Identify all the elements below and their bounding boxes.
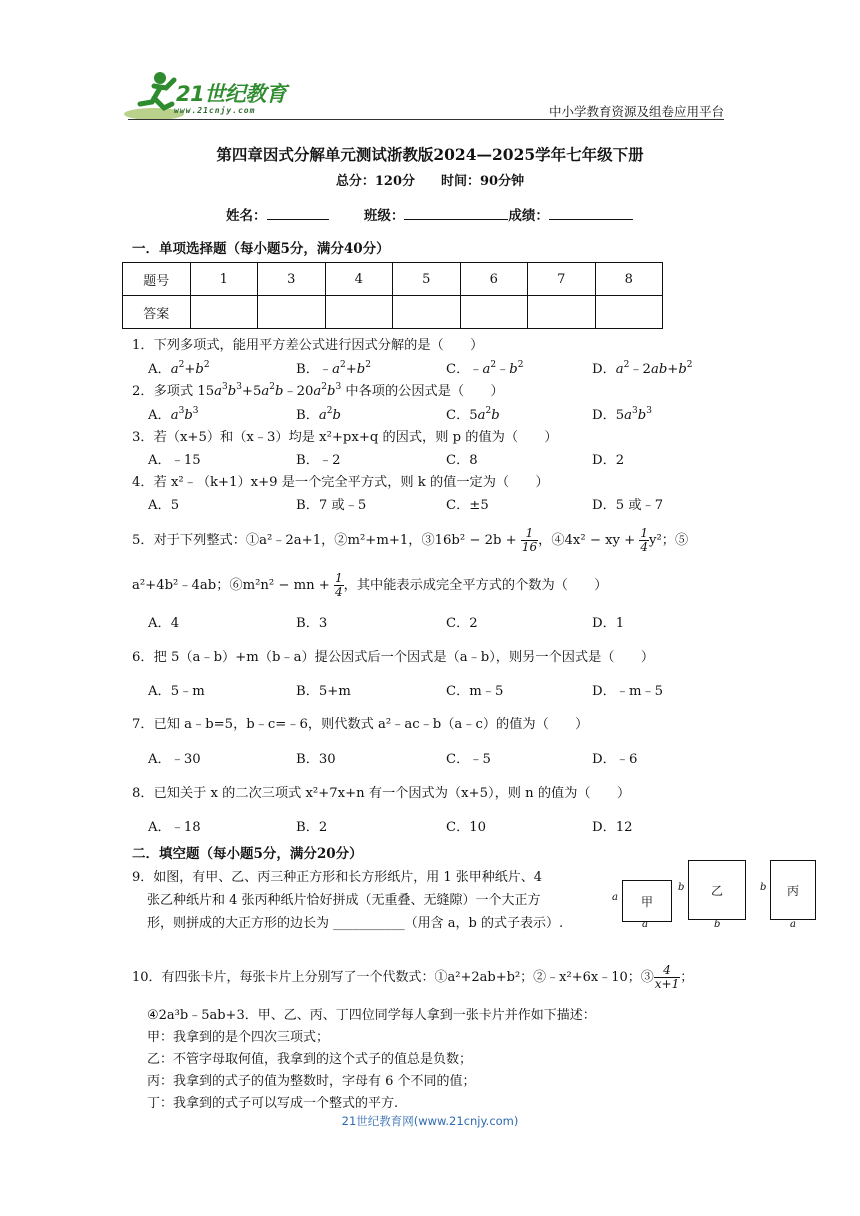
q2-option-a[interactable]: A．$a^3b^3$: [148, 406, 199, 423]
q2-option-c[interactable]: C．$5a^2b$: [446, 406, 500, 423]
label-a: a: [790, 919, 796, 930]
exam-meta: 总分：120分 时间：90分钟: [335, 174, 525, 189]
paper-jia: 甲: [622, 880, 672, 922]
table-header-label: 题号: [123, 263, 191, 296]
q3-option-d[interactable]: D．2: [592, 453, 625, 468]
answer-cell[interactable]: [393, 296, 461, 329]
question-10-line1: 10．有四张卡片，每张卡片上分别写了一个代数式：①a²+2ab+b²；②﹣x²+6x﹣10；③ $\frac{4}{x+1}$ ；: [132, 963, 694, 991]
question-8-stem: 8．已知关于 x 的二次三项式 x²+7x+n 有一个因式为（x+5），则 n 的值为（ ）: [132, 786, 631, 801]
question-10-line3: 甲：我拿到的是个四次三项式；: [147, 1030, 330, 1045]
paper-yi: 乙: [688, 860, 746, 920]
q5-option-c[interactable]: C．2: [446, 616, 478, 631]
student-info: [226, 204, 633, 224]
platform-name: 中小学教育资源及组卷应用平台: [548, 104, 724, 119]
q5-option-d[interactable]: D．1: [592, 616, 625, 631]
q8-option-c[interactable]: C．10: [446, 820, 487, 835]
q8-option-a[interactable]: A．﹣18: [148, 820, 201, 835]
q5-option-a[interactable]: A．4: [148, 616, 180, 631]
answer-cell[interactable]: [190, 296, 258, 329]
question-2-stem: 2．多项式 $15a^3b^3+5a^2b﹣20a^2b^3$ 中各项的公因式是（ ）: [132, 382, 504, 399]
label-a: a: [612, 892, 618, 903]
question-6-stem: 6．把 5（a﹣b）+m（b﹣a）提公因式后一个因式是（a﹣b），则另一个因式是（ ）: [132, 650, 655, 665]
answer-cell[interactable]: [595, 296, 663, 329]
score-label: 成绩：: [508, 208, 549, 224]
q7-option-d[interactable]: D．﹣6: [592, 752, 638, 767]
q3-option-a[interactable]: A．﹣15: [148, 453, 201, 468]
paper-bing: 丙: [770, 860, 816, 920]
fraction: $\frac{1}{4}$: [640, 526, 649, 554]
page-title: 第四章因式分解单元测试浙教版2024—2025学年七年级下册: [216, 145, 644, 164]
question-9-line1: 9．如图，有甲、乙、丙三种正方形和长方形纸片，用 1 张甲种纸片、4: [132, 870, 543, 885]
q9-figure: [610, 856, 820, 932]
question-10-line4: 乙：不管字母取何值，我拿到的这个式子的值总是负数；: [147, 1052, 473, 1067]
table-number: 3: [258, 263, 326, 296]
table-number: 7: [528, 263, 596, 296]
q1-option-c[interactable]: C．$﹣a^2﹣b^2$: [446, 360, 524, 377]
question-10-line6: 丁：我拿到的式子可以写成一个整式的平方.: [147, 1096, 399, 1111]
q6-option-d[interactable]: D．﹣m﹣5: [592, 684, 664, 699]
q2-option-d[interactable]: D．$5a^3b^3$: [592, 406, 652, 423]
q4-option-a[interactable]: A．5: [148, 498, 180, 513]
fraction: $\frac{1}{4}$: [335, 571, 343, 599]
q3-option-b[interactable]: B．﹣2: [296, 453, 341, 468]
header-divider: [128, 119, 724, 120]
answer-table: [122, 262, 663, 329]
logo-url: www.21cnjy.com: [174, 106, 256, 115]
label-b: b: [678, 882, 685, 893]
q7-option-c[interactable]: C．﹣5: [446, 752, 491, 767]
table-number: 5: [393, 263, 461, 296]
class-blank[interactable]: [404, 205, 508, 220]
class-label: 班级：: [363, 208, 405, 224]
q1-option-b[interactable]: B．$﹣a^2+b^2$: [296, 360, 371, 377]
answer-cell[interactable]: [528, 296, 596, 329]
label-b: b: [714, 919, 721, 930]
question-3-stem: 3．若（x+5）和（x﹣3）均是 x²+px+q 的因式，则 p 的值为（ ）: [132, 430, 558, 445]
q2-option-b[interactable]: B．$a^2b$: [296, 406, 341, 423]
section-heading-fill: 二．填空题（每小题5分，满分20分）: [132, 846, 363, 862]
q6-option-b[interactable]: B．5+m: [296, 684, 351, 699]
q7-option-b[interactable]: B．30: [296, 752, 336, 767]
label-b: b: [760, 882, 767, 893]
q3-option-c[interactable]: C．8: [446, 453, 478, 468]
q1-option-a[interactable]: A．$a^2+b^2$: [148, 360, 210, 377]
q6-option-a[interactable]: A．5﹣m: [148, 684, 205, 699]
q5-option-b[interactable]: B．3: [296, 616, 328, 631]
question-9-line2: 张乙种纸片和 4 张丙种纸片恰好拼成（无重叠、无缝隙）一个大正方: [147, 893, 541, 908]
question-9-line3: 形，则拼成的大正方形的边长为 ___________（用含 a，b 的式子表示）.: [147, 916, 564, 931]
q7-option-a[interactable]: A．﹣30: [148, 752, 201, 767]
question-10-line2: ④2a³b﹣5ab+3．甲、乙、丙、丁四位同学每人拿到一张卡片并作如下描述：: [147, 1008, 596, 1023]
logo-text: 21世纪教育: [176, 82, 287, 106]
answer-cell[interactable]: [460, 296, 528, 329]
name-blank[interactable]: [267, 205, 329, 220]
table-number: 4: [325, 263, 393, 296]
fraction: $\frac{1}{16}$: [521, 526, 538, 554]
q4-option-c[interactable]: C．±5: [446, 498, 489, 513]
table-number: 1: [190, 263, 258, 296]
question-5-stem: 5．对于下列整式：①a²﹣2a+1，②m²+m+1，③16b² − 2b + $\frac{1}{16}$ ，④4x² − xy + $\frac{1}{4}$ y²；⑤: [132, 526, 689, 554]
label-a: a: [642, 919, 648, 930]
q4-option-b[interactable]: B．7 或﹣5: [296, 498, 367, 513]
q8-option-d[interactable]: D．12: [592, 820, 633, 835]
question-5-stem-line2: a²+4b²﹣4ab；⑥m²n² − mn + $\frac{1}{4}$ ，其中能表示成完全平方式的个数为（ ）: [132, 571, 608, 599]
name-label: 姓名：: [226, 208, 267, 224]
table-number: 6: [460, 263, 528, 296]
question-10-line5: 丙：我拿到的式子的值为整数时，字母有 6 个不同的值；: [147, 1074, 476, 1089]
table-answer-label: 答案: [123, 296, 191, 329]
question-7-stem: 7．已知 a﹣b=5，b﹣c=﹣6，则代数式 a²﹣ac﹣b（a﹣c）的值为（ ）: [132, 717, 589, 732]
q1-option-d[interactable]: D．$a^2﹣2ab+b^2$: [592, 360, 693, 377]
section-heading-choice: 一．单项选择题（每小题5分，满分40分）: [132, 241, 390, 257]
table-number: 8: [595, 263, 663, 296]
q6-option-c[interactable]: C．m﹣5: [446, 684, 504, 699]
answer-cell[interactable]: [258, 296, 326, 329]
score-blank[interactable]: [549, 205, 633, 220]
answer-cell[interactable]: [325, 296, 393, 329]
footer-link[interactable]: 21世纪教育网(www.21cnjy.com): [341, 1114, 519, 1128]
q4-option-d[interactable]: D．5 或﹣7: [592, 498, 664, 513]
q8-option-b[interactable]: B．2: [296, 820, 328, 835]
fraction: $\frac{4}{x+1}$: [654, 963, 680, 991]
question-1-stem: 1．下列多项式，能用平方差公式进行因式分解的是（ ）: [132, 338, 484, 353]
question-4-stem: 4．若 x²﹣（k+1）x+9 是一个完全平方式，则 k 的值一定为（ ）: [132, 475, 549, 490]
